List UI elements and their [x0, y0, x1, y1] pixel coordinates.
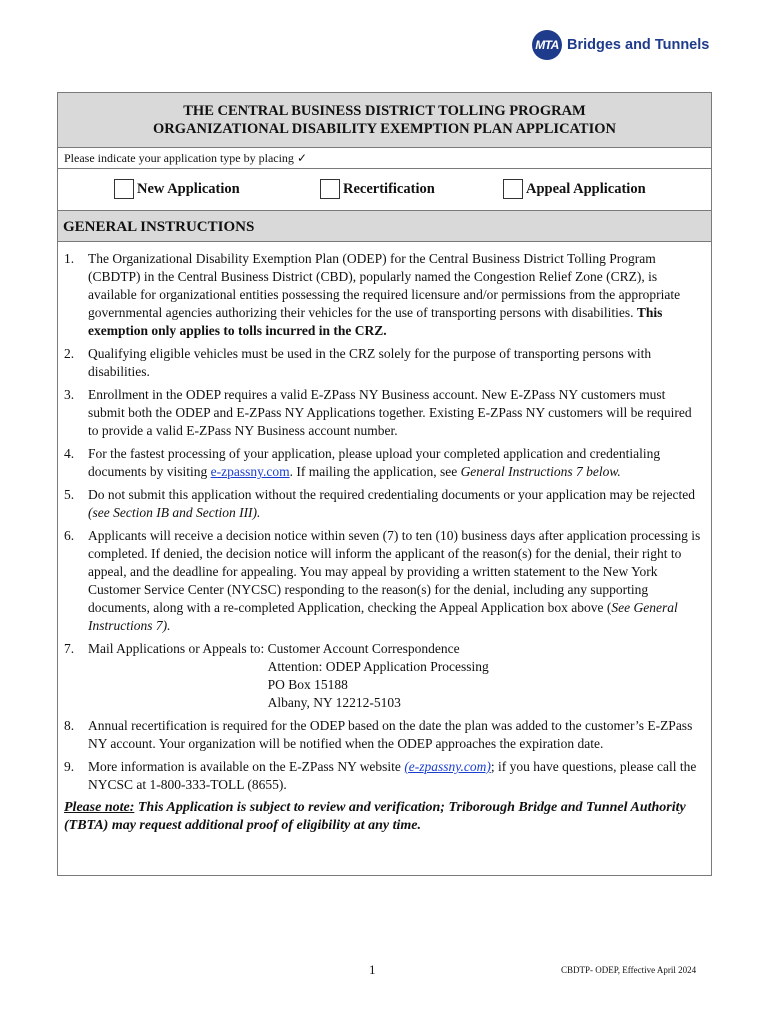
- item-italic: (see Section IB and Section III).: [88, 505, 261, 520]
- item-text: [88, 527, 703, 635]
- item-text: Qualifying eligible vehicles must be used in the CRZ solely for the purpose of transporting persons with disabilities.: [88, 346, 652, 379]
- item-text: Enrollment in the ODEP requires a valid E-ZPass NY Business account. New E-ZPass NY customers must submit both the ODEP and E-ZPass NY Applications together. Existing E-ZPass NY customers will be required to provide a valid E-ZPass NY Business account number.: [88, 387, 692, 438]
- footer-form-id: CBDTP- ODEP, Effective April 2024: [561, 965, 697, 975]
- mta-logo-name: Bridges and Tunnels: [567, 37, 710, 53]
- appeal-application-checkbox[interactable]: [503, 179, 523, 199]
- item-text: Annual recertification is required for the ODEP based on the date the plan was added to the customer’s E-ZPass NY account. Your organization will be notified when the ODEP approaches the expiration date.: [88, 718, 693, 751]
- option-new-application: [114, 179, 240, 199]
- new-application-checkbox[interactable]: [114, 179, 134, 199]
- item-bold: This exemption only applies to tolls incurred in the CRZ.: [88, 305, 663, 338]
- item-number: 8.: [64, 718, 75, 733]
- form-title: [58, 93, 711, 148]
- item-number: 7.: [64, 641, 75, 656]
- address-line: Albany, NY 12212-5103: [267, 695, 401, 710]
- list-item: [64, 758, 703, 794]
- address-line: Customer Account Correspondence: [267, 641, 460, 656]
- address-line: Attention: ODEP Application Processing: [267, 659, 489, 674]
- item-number: 1.: [64, 251, 75, 266]
- mailing-address: [268, 640, 489, 712]
- item-text: [88, 758, 703, 794]
- application-type-options: [58, 169, 711, 211]
- item-number: 9.: [64, 759, 75, 774]
- item-number: 4.: [64, 446, 75, 461]
- new-application-label: New Application: [137, 180, 240, 197]
- item-text: [88, 250, 703, 340]
- please-note: [58, 799, 711, 835]
- recertification-label: Recertification: [343, 180, 435, 197]
- ezpassny-link[interactable]: e-zpassny.com: [210, 464, 290, 479]
- list-item: [64, 486, 703, 522]
- item-number: 5.: [64, 487, 75, 502]
- recertification-checkbox[interactable]: [320, 179, 340, 199]
- item-number: 6.: [64, 528, 75, 543]
- option-appeal-application: [503, 179, 646, 199]
- page-number: 1: [369, 962, 376, 977]
- item-text: [88, 486, 703, 522]
- mta-logo-mark: MTA: [532, 30, 562, 60]
- application-type-prompt: [58, 148, 711, 169]
- please-note-text: This Application is subject to review and verification; Triborough Bridge and Tunnel Authority (TBTA) may request additional proof of eligibility at any time.: [64, 800, 686, 833]
- checkmark-icon: ✓: [296, 151, 307, 165]
- item-body-cont: . If mailing the application, see: [289, 464, 461, 479]
- list-item: [64, 640, 703, 712]
- item-body: More information is available on the E-ZPass NY website: [88, 759, 405, 774]
- ezpassny-website-link[interactable]: (e-zpassny.com): [404, 759, 491, 774]
- list-item: [64, 345, 703, 381]
- item-body: Applicants will receive a decision notice within seven (7) to ten (10) business days after application processing is completed. If denied, the decision notice will inform the applicant of the reason(s) for the denial, their right to appeal, and the deadline for appealing. You may appeal by providing a written statement to the New York Customer Service Center (NYCSC) responding to the reason(s) for the denial, including any supporting documents, along with a re-completed Application, checking the Appeal Application box above (: [88, 528, 701, 615]
- instructions-list: [58, 242, 711, 794]
- application-type-prompt-text: Please indicate your application type by placing: [64, 151, 294, 165]
- item-number: 3.: [64, 387, 75, 402]
- appeal-application-label: Appeal Application: [526, 180, 646, 197]
- item-body: Mail Applications or Appeals to:: [88, 641, 268, 656]
- mta-logo: [532, 30, 709, 60]
- item-italic: See General Instructions 7).: [88, 600, 678, 633]
- address-line: PO Box 15188: [267, 677, 348, 692]
- list-item: [64, 527, 703, 635]
- item-body: For the fastest processing of your application, please upload your completed application and credentialing documents by visiting: [88, 446, 661, 479]
- item-text: [88, 445, 703, 481]
- form-title-line1: THE CENTRAL BUSINESS DISTRICT TOLLING PROGRAM: [183, 103, 586, 119]
- item-text: [88, 640, 703, 712]
- application-form: [57, 92, 712, 876]
- item-italic: General Instructions 7 below.: [460, 464, 621, 479]
- list-item: [64, 386, 703, 440]
- item-body: The Organizational Disability Exemption Plan (ODEP) for the Central Business District Tolling Program (CBDTP) in the Central Business District (CBD), popularly named the Congestion Relief Zone (CRZ), is available for organizational entities possessing the required licensure and/or permissions from the appropriate governmental agencies authorizing their vehicles for the use of transporting persons with disabilities.: [88, 251, 681, 320]
- list-item: [64, 250, 703, 340]
- form-title-line2: ORGANIZATIONAL DISABILITY EXEMPTION PLAN APPLICATION: [153, 121, 616, 137]
- list-item: [64, 717, 703, 753]
- list-item: [64, 445, 703, 481]
- item-body: Do not submit this application without the required credentialing documents or your application may be rejected: [88, 487, 695, 502]
- general-instructions-heading: GENERAL INSTRUCTIONS: [58, 211, 711, 242]
- please-note-label: Please note:: [64, 800, 135, 815]
- option-recertification: [320, 179, 435, 199]
- item-number: 2.: [64, 346, 75, 361]
- item-body-cont: ; if you have questions, please call the NYCSC at 1-800-333-TOLL (8655).: [88, 759, 697, 792]
